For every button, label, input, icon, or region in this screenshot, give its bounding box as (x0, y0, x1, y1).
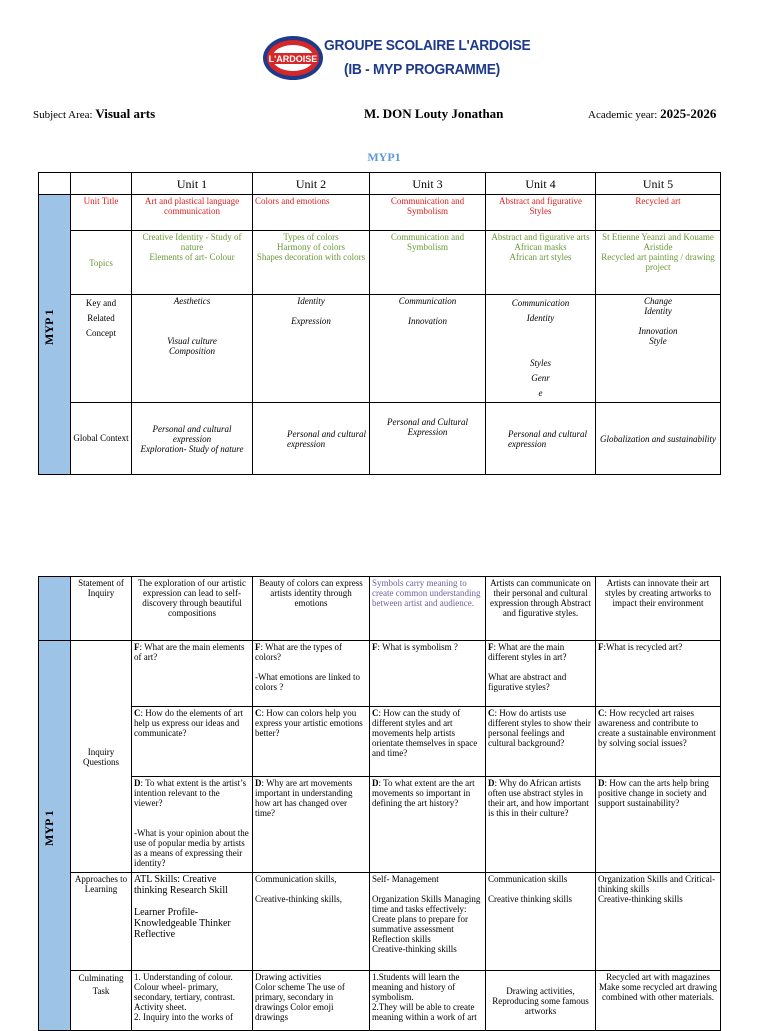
soi-cell: The exploration of our artistic expression can lead to self-discovery through beautiful compositions (132, 577, 253, 641)
side-blank (39, 577, 71, 641)
task-cell: 1.Students will learn the meaning and history of symbolism. 2.They will be able to create meaning within a work of art (370, 971, 486, 1031)
conceptual-question: C: How recycled art raises awareness and contribute to create a sustainable environment by solving social issues? (596, 707, 721, 777)
topics-cell: Types of colors Harmony of colors Shapes decoration with colors (253, 231, 370, 295)
unit-title: Art and plastical language communication (132, 195, 253, 231)
atl-label: Approaches to Learning (71, 873, 132, 971)
conceptual-question: C: How do artists use different styles to show their personal feelings and cultural background? (486, 707, 596, 777)
factual-question: F:What is recycled art? (596, 641, 721, 707)
factual-question: F: What are the types of colors? -What emotions are linked to colors ? (253, 641, 370, 707)
side-label: MYP 1 (39, 195, 71, 475)
conceptual-question: C: How can the study of different styles and art movements help artists orientate themselves in space and time? (370, 707, 486, 777)
atl-cell: Organization Skills and Critical-thinking skills Creative-thinking skills (596, 873, 721, 971)
concept-cell: Communication Innovation (370, 295, 486, 403)
unit-title: Recycled art (596, 195, 721, 231)
logo-text: L'ARDOISE (268, 54, 318, 64)
task-cell: Recycled art with magazines Make some recycled art drawing combined with other materials. (596, 971, 721, 1031)
inquiry-label: Inquiry Questions (71, 641, 132, 873)
unit-title: Communication and Symbolism (370, 195, 486, 231)
topics-cell: Abstract and figurative arts African masks African art styles (486, 231, 596, 295)
debatable-question: D: How can the arts help bring positive change in society and support sustainability? (596, 777, 721, 873)
school-name: GROUPE SCOLAIRE L'ARDOISE (324, 37, 531, 54)
unit-overview-table (38, 172, 721, 475)
debatable-question: D: Why are art movements important in understanding how art has changed over time? (253, 777, 370, 873)
debatable-question: D: To what extent is the artist’s intention relevant to the viewer? -What is your opinion about the use of popular media by artists as a means of expressing their identity? (132, 777, 253, 873)
atl-cell: Communication skills Creative thinking skills (486, 873, 596, 971)
debatable-question: D: Why do African artists often use abstract styles in their art, and how important is this in their culture? (486, 777, 596, 873)
unit-header: Unit 3 (370, 173, 486, 195)
atl-cell: Communication skills, Creative-thinking skills, (253, 873, 370, 971)
topics-cell: Creative Identity - Study of nature Elements of art- Colour (132, 231, 253, 295)
year-label: Academic year: (588, 109, 658, 121)
factual-question: F: What are the main elements of art? (132, 641, 253, 707)
unit-header: Unit 4 (486, 173, 596, 195)
academic-year (588, 106, 716, 122)
atl-cell: ATL Skills: Creative thinking Research Skill Learner Profile- Knowledgeable Thinker Reflective (132, 873, 253, 971)
unit-title: Colors and emotions (253, 195, 370, 231)
topics-label: Topics (71, 231, 132, 295)
factual-question: F: What is symbolism ? (370, 641, 486, 707)
side-label: MYP 1 (39, 641, 71, 1031)
inquiry-table (38, 576, 721, 1031)
concept-cell: Change Identity Innovation Style (596, 295, 721, 403)
subject-area (33, 106, 155, 122)
context-cell: Globalization and sustainability (596, 403, 721, 475)
unit-title-label: Unit Title (71, 195, 132, 231)
atl-cell: Self- Management Organization Skills Managing time and tasks effectively: Create plans to prepare for summative assessment Reflection skills Creative-thinking skills (370, 873, 486, 971)
unit-header: Unit 1 (132, 173, 253, 195)
task-cell: 1. Understanding of colour. Colour wheel- primary, secondary, tertiary, contrast. Activity sheet. 2. Inquiry into the works of (132, 971, 253, 1031)
soi-cell: Symbols carry meaning to create common understanding between artist and audience. (370, 577, 486, 641)
soi-cell: Beauty of colors can express artists identity through emotions (253, 577, 370, 641)
task-cell: Drawing activities, Reproducing some famous artworks (486, 971, 596, 1031)
soi-cell: Artists can communicate on their personal and cultural expression through Abstract and figurative styles. (486, 577, 596, 641)
unit-header: Unit 2 (253, 173, 370, 195)
corner-cell (71, 173, 132, 195)
corner-cell (39, 173, 71, 195)
soi-label: Statement of Inquiry (71, 577, 132, 641)
task-label: Culminating Task (71, 971, 132, 1031)
context-cell: Personal and Cultural Expression (370, 403, 486, 475)
subject-value: Visual arts (95, 106, 156, 121)
context-cell: Personal and cultural expression (253, 403, 370, 475)
topics-cell: Communication and Symbolism (370, 231, 486, 295)
programme-title: MYP1 (367, 150, 401, 164)
school-programme: (IB - MYP PROGRAMME) (344, 61, 500, 78)
concept-cell: Aesthetics Visual culture Composition (132, 295, 253, 403)
conceptual-question: C: How can colors help you express your artistic emotions better? (253, 707, 370, 777)
unit-header: Unit 5 (596, 173, 721, 195)
context-cell: Personal and cultural expression (486, 403, 596, 475)
context-label: Global Context (71, 403, 132, 475)
unit-title: Abstract and figurative Styles (486, 195, 596, 231)
topics-cell: St Etienne Yeanzi and Kouame Aristide Recycled art painting / drawing project (596, 231, 721, 295)
teacher-name: M. DON Louty Jonathan (364, 106, 504, 121)
conceptual-question: C: How do the elements of art help us express our ideas and communicate? (132, 707, 253, 777)
concept-label: Key and Related Concept (71, 295, 132, 403)
factual-question: F: What are the main different styles in art? What are abstract and figurative styles? (486, 641, 596, 707)
debatable-question: D: To what extent are the art movements so important in defining the art history? (370, 777, 486, 873)
context-cell: Personal and cultural expression Exploration- Study of nature (132, 403, 253, 475)
task-cell: Drawing activities Color scheme The use of primary, secondary in drawings Color emoji drawings (253, 971, 370, 1031)
soi-cell: Artists can innovate their art styles by creating artworks to impact their environment (596, 577, 721, 641)
concept-cell: Communication Identity Styles Genr e (486, 295, 596, 403)
year-value: 2025-2026 (660, 106, 717, 121)
subject-label: Subject Area: (33, 109, 93, 121)
concept-cell: Identity Expression (253, 295, 370, 403)
